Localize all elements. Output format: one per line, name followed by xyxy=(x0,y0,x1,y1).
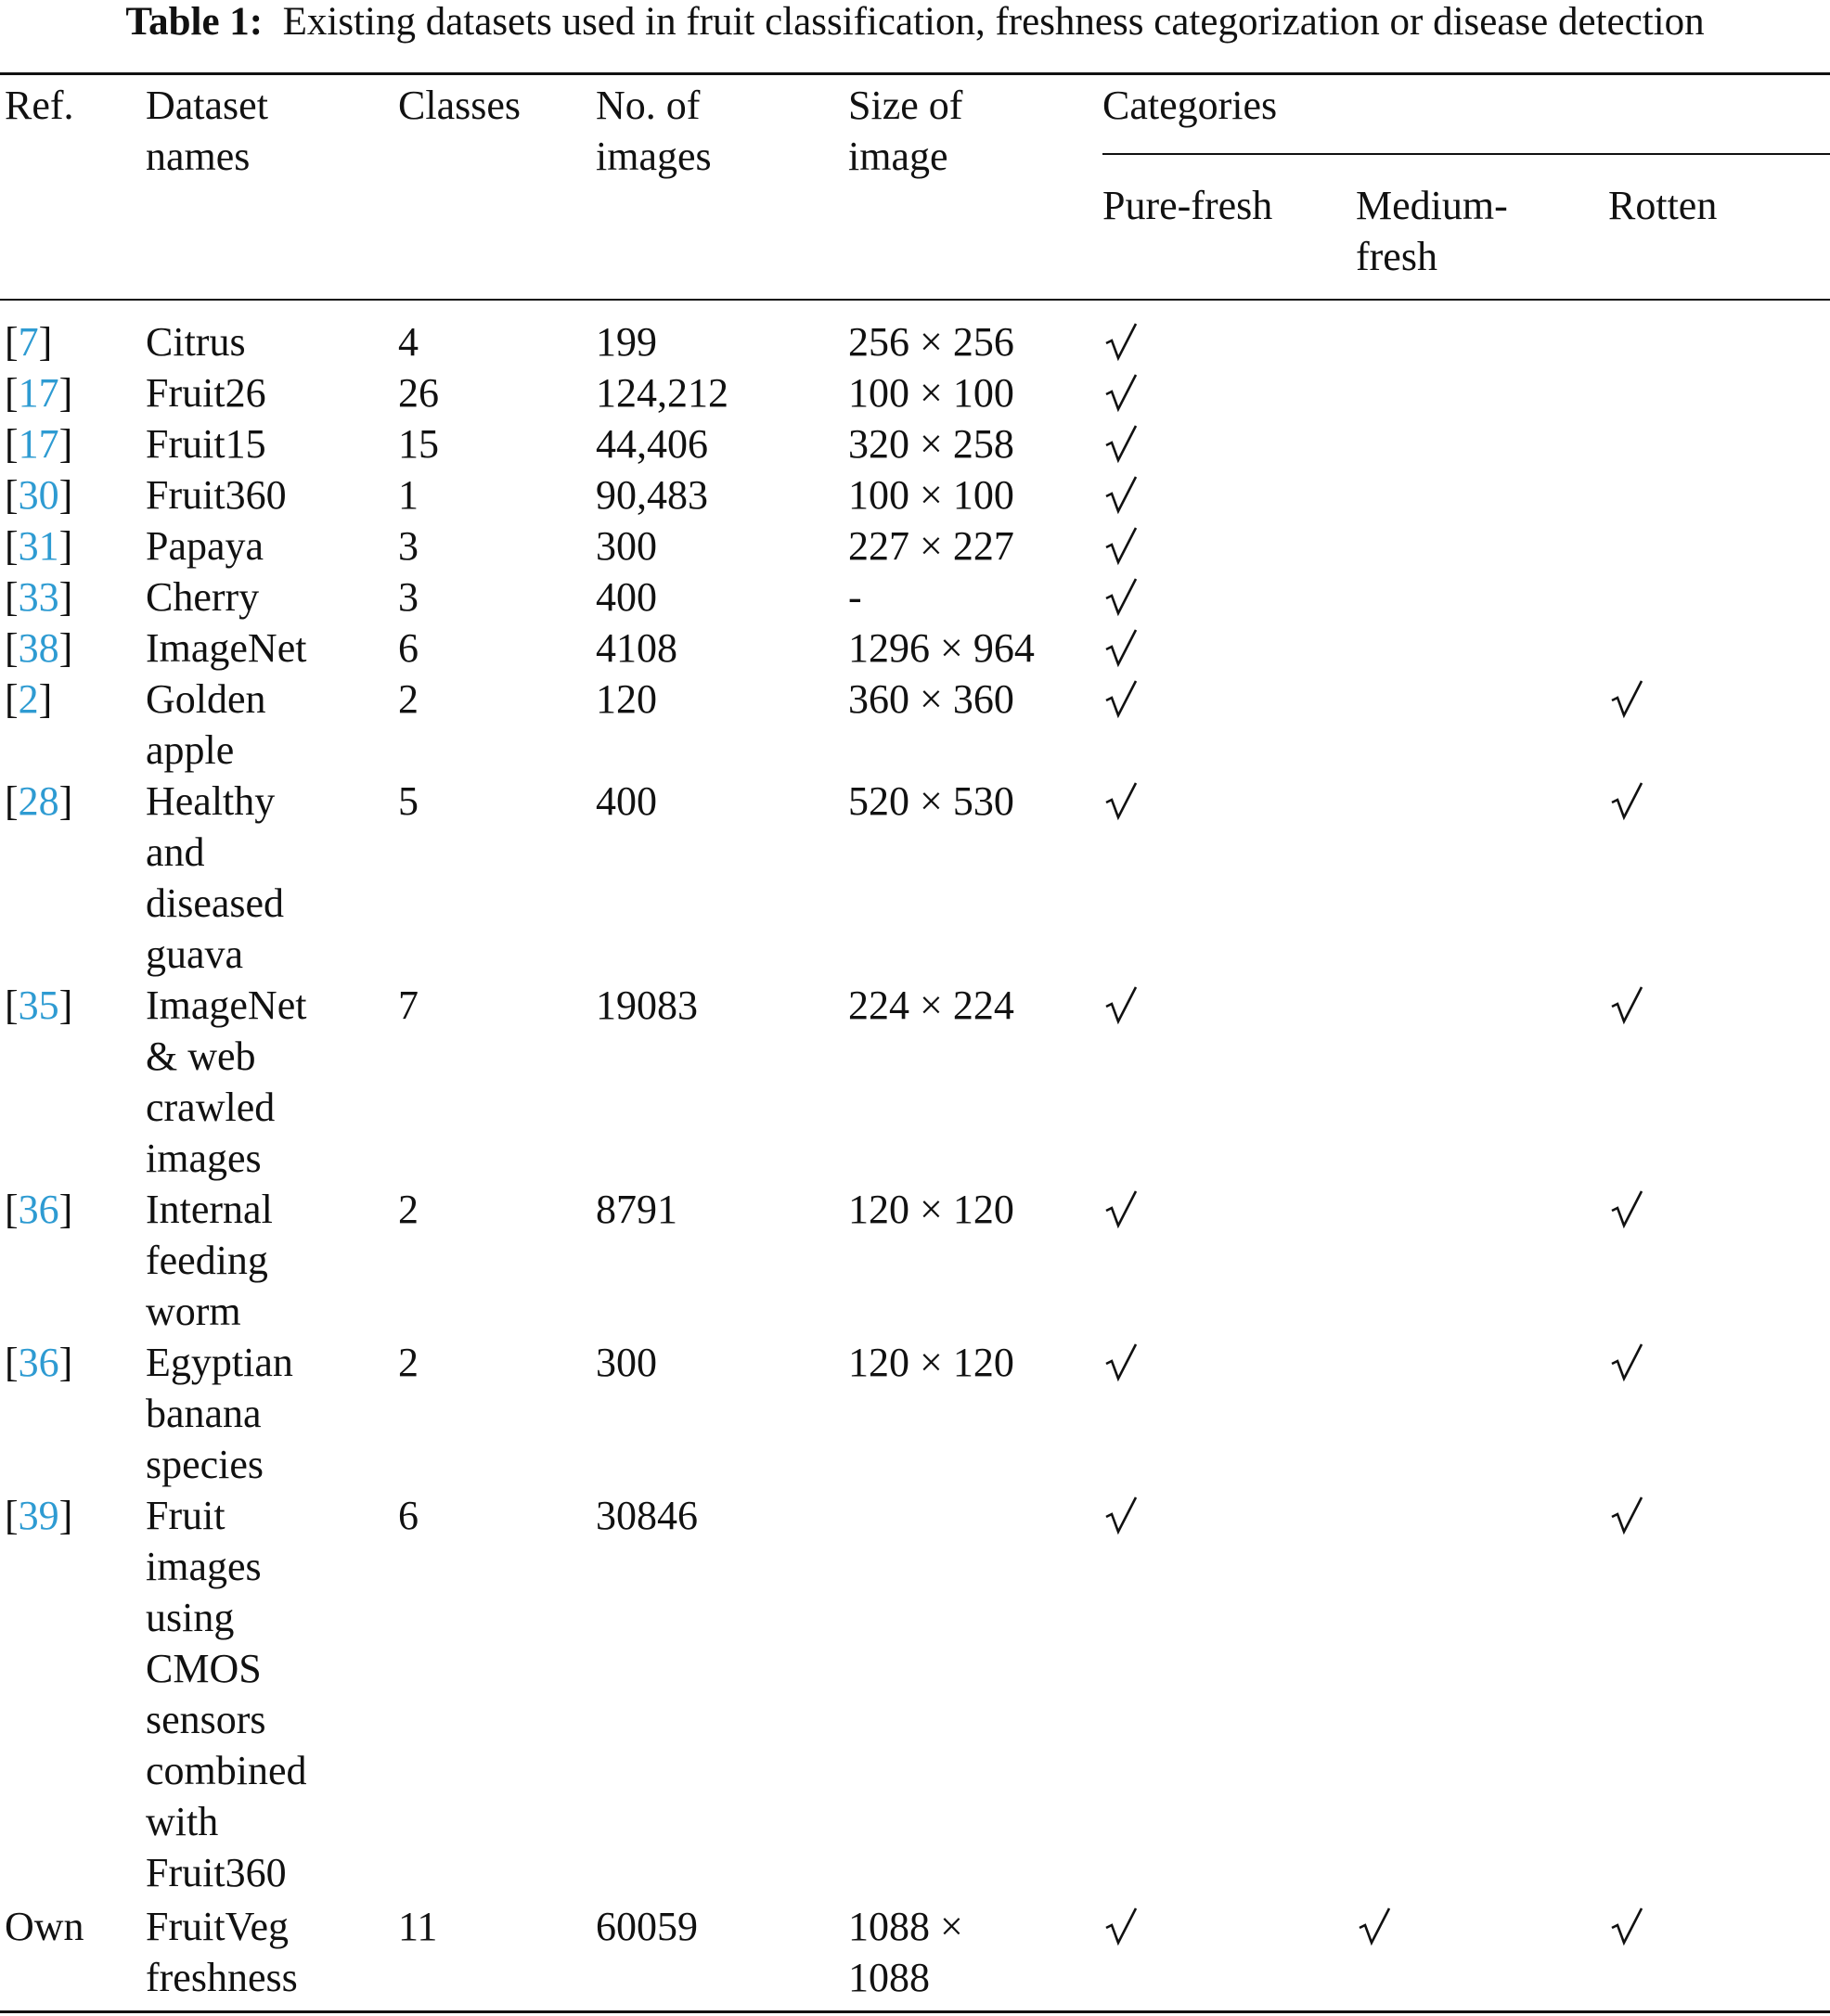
dataset-name-line: apple xyxy=(146,727,235,773)
ref-bracket-close: ] xyxy=(58,472,73,518)
ref-cell xyxy=(5,316,52,367)
header-dataset-names-line-2: names xyxy=(146,134,251,179)
dataset-name-line: ImageNet xyxy=(146,982,307,1028)
image-size-line: 120 × 120 xyxy=(848,1187,1014,1232)
ref-bracket-close: ] xyxy=(38,319,53,365)
header-ref: Ref. xyxy=(5,83,74,128)
ref-cell xyxy=(5,1184,72,1235)
image-size-line: 100 × 100 xyxy=(848,472,1014,518)
images-cell: 400 xyxy=(596,778,657,824)
ref-cell xyxy=(5,1337,72,1388)
ref-cell xyxy=(5,571,72,623)
image-size-line: 100 × 100 xyxy=(848,370,1014,416)
image-size-line: - xyxy=(848,574,862,620)
medium-fresh-check-icon xyxy=(1358,1906,1391,1948)
dataset-name-line: feeding xyxy=(146,1238,268,1283)
classes-cell: 5 xyxy=(398,778,419,824)
dataset-name-line: Cherry xyxy=(146,574,260,620)
image-size-line: 360 × 360 xyxy=(848,676,1014,722)
classes-cell: 11 xyxy=(398,1904,438,1949)
table-caption-text: Existing datasets used in fruit classification, freshness categorization or disease detection xyxy=(282,0,1705,44)
pure-fresh-check-icon xyxy=(1104,576,1138,619)
citation-link[interactable]: 35 xyxy=(18,982,59,1028)
classes-cell: 2 xyxy=(398,1340,419,1385)
ref-cell xyxy=(5,367,72,418)
categories-rule xyxy=(1102,153,1830,155)
image-size-line: 224 × 224 xyxy=(848,982,1014,1028)
header-medium-fresh-line-1: Medium- xyxy=(1356,183,1508,228)
image-size-line: 520 × 530 xyxy=(848,778,1014,824)
ref-bracket-close: ] xyxy=(58,574,73,620)
ref-bracket-close: ] xyxy=(58,1187,73,1232)
header-rotten: Rotten xyxy=(1608,183,1718,228)
header-medium-fresh-line-2: fresh xyxy=(1356,234,1437,279)
pure-fresh-check-icon xyxy=(1104,984,1138,1027)
rotten-check-icon xyxy=(1610,1906,1643,1948)
dataset-name-line: images xyxy=(146,1136,262,1181)
rotten-check-icon xyxy=(1610,1495,1643,1537)
rotten-check-icon xyxy=(1610,1188,1643,1231)
pure-fresh-check-icon xyxy=(1104,423,1138,466)
table-caption xyxy=(0,0,1830,45)
pure-fresh-check-icon xyxy=(1104,525,1138,568)
pure-fresh-check-icon xyxy=(1104,321,1138,364)
pure-fresh-check-icon xyxy=(1104,1188,1138,1231)
ref-bracket-open: [ xyxy=(5,370,19,416)
images-cell: 400 xyxy=(596,574,657,620)
dataset-name-line: sensors xyxy=(146,1697,266,1742)
classes-cell: 6 xyxy=(398,1493,419,1538)
images-cell: 300 xyxy=(596,1340,657,1385)
ref-bracket-open: [ xyxy=(5,676,19,722)
dataset-name-line: Fruit360 xyxy=(146,472,287,518)
ref-bracket-close: ] xyxy=(58,1493,73,1538)
rotten-check-icon xyxy=(1610,984,1643,1027)
images-cell: 19083 xyxy=(596,982,698,1028)
images-cell: 8791 xyxy=(596,1187,677,1232)
citation-link[interactable]: 7 xyxy=(18,319,39,365)
dataset-name-line: crawled xyxy=(146,1085,276,1130)
classes-cell: 2 xyxy=(398,1187,419,1232)
ref-bracket-close: ] xyxy=(58,625,73,671)
ref-bracket-close: ] xyxy=(58,370,73,416)
image-size-line: 1296 × 964 xyxy=(848,625,1035,671)
citation-link[interactable]: 31 xyxy=(18,523,59,569)
ref-cell xyxy=(5,418,72,469)
image-size-line: 1088 xyxy=(848,1955,930,2000)
header-num-images-line-1: No. of xyxy=(596,83,701,128)
classes-cell: 26 xyxy=(398,370,439,416)
dataset-name-line: ImageNet xyxy=(146,625,307,671)
dataset-name-line: and xyxy=(146,829,205,875)
images-cell: 124,212 xyxy=(596,370,728,416)
ref-bracket-close: ] xyxy=(38,676,53,722)
citation-link[interactable]: 38 xyxy=(18,625,59,671)
dataset-name-line: freshness xyxy=(146,1955,298,2000)
header-dataset-names-line-1: Dataset xyxy=(146,83,268,128)
table-caption-label: Table 1: xyxy=(125,0,264,44)
citation-link[interactable]: 17 xyxy=(18,421,59,467)
ref-bracket-open: [ xyxy=(5,421,19,467)
ref-bracket-open: [ xyxy=(5,319,19,365)
ref-cell xyxy=(5,980,72,1031)
dataset-name-line: Fruit xyxy=(146,1493,226,1538)
image-size-line: 227 × 227 xyxy=(848,523,1014,569)
dataset-name-line: Citrus xyxy=(146,319,246,365)
ref-cell xyxy=(5,520,72,571)
header-size-of-image-line-1: Size of xyxy=(848,83,963,128)
ref-bracket-open: [ xyxy=(5,574,19,620)
ref-bracket-open: [ xyxy=(5,982,19,1028)
images-cell: 300 xyxy=(596,523,657,569)
header-pure-fresh: Pure-fresh xyxy=(1102,183,1273,228)
ref-bracket-open: [ xyxy=(5,472,19,518)
citation-link[interactable]: 39 xyxy=(18,1493,59,1538)
header-classes: Classes xyxy=(398,83,521,128)
classes-cell: 3 xyxy=(398,523,419,569)
ref-bracket-open: [ xyxy=(5,1187,19,1232)
dataset-name-line: using xyxy=(146,1595,235,1640)
image-size-line: 256 × 256 xyxy=(848,319,1014,365)
citation-link[interactable]: 17 xyxy=(18,370,59,416)
images-cell: 30846 xyxy=(596,1493,698,1538)
pure-fresh-check-icon xyxy=(1104,678,1138,721)
dataset-name-line: diseased xyxy=(146,880,285,926)
ref-bracket-open: [ xyxy=(5,1493,19,1538)
pure-fresh-check-icon xyxy=(1104,372,1138,415)
pure-fresh-check-icon xyxy=(1104,627,1138,670)
pure-fresh-check-icon xyxy=(1104,1495,1138,1537)
classes-cell: 1 xyxy=(398,472,419,518)
ref-bracket-close: ] xyxy=(58,778,73,824)
images-cell: 90,483 xyxy=(596,472,708,518)
dataset-name-line: worm xyxy=(146,1289,241,1334)
header-num-images-line-2: images xyxy=(596,134,712,179)
ref-cell xyxy=(5,1490,72,1541)
image-size-line: 120 × 120 xyxy=(848,1340,1014,1385)
pure-fresh-check-icon xyxy=(1104,780,1138,823)
citation-link[interactable]: 36 xyxy=(18,1187,59,1232)
header-bottom-rule xyxy=(0,299,1830,301)
citation-link[interactable]: 2 xyxy=(18,676,39,722)
classes-cell: 6 xyxy=(398,625,419,671)
top-rule xyxy=(0,72,1830,75)
classes-cell: 2 xyxy=(398,676,419,722)
dataset-name-line: species xyxy=(146,1442,264,1487)
ref-bracket-open: [ xyxy=(5,1340,19,1385)
dataset-name-line: Fruit15 xyxy=(146,421,266,467)
dataset-name-line: banana xyxy=(146,1391,262,1436)
ref-bracket-open: [ xyxy=(5,625,19,671)
dataset-name-line: Healthy xyxy=(146,778,276,824)
images-cell: 120 xyxy=(596,676,657,722)
images-cell: 60059 xyxy=(596,1904,698,1949)
dataset-name-line: CMOS xyxy=(146,1646,262,1691)
ref-cell xyxy=(5,776,72,827)
ref-bracket-close: ] xyxy=(58,421,73,467)
header-size-of-image-line-2: image xyxy=(848,134,948,179)
rotten-check-icon xyxy=(1610,1342,1643,1384)
ref-bracket-close: ] xyxy=(58,523,73,569)
dataset-name-line: Fruit360 xyxy=(146,1850,287,1895)
classes-cell: 7 xyxy=(398,982,419,1028)
ref-bracket-open: [ xyxy=(5,778,19,824)
header-categories: Categories xyxy=(1102,83,1278,128)
dataset-name-line: guava xyxy=(146,931,244,977)
dataset-name-line: Fruit26 xyxy=(146,370,266,416)
rotten-check-icon xyxy=(1610,678,1643,721)
ref-cell xyxy=(5,623,72,674)
ref-bracket-close: ] xyxy=(58,982,73,1028)
ref-bracket-open: [ xyxy=(5,523,19,569)
pure-fresh-check-icon xyxy=(1104,1342,1138,1384)
dataset-name-line: images xyxy=(146,1544,262,1589)
dataset-name-line: & web xyxy=(146,1034,256,1079)
dataset-name-line: Internal xyxy=(146,1187,273,1232)
images-cell: 4108 xyxy=(596,625,677,671)
ref-cell xyxy=(5,469,72,520)
dataset-name-line: combined xyxy=(146,1748,307,1793)
dataset-name-line: with xyxy=(146,1799,219,1844)
images-cell: 199 xyxy=(596,319,657,365)
dataset-name-line: FruitVeg xyxy=(146,1904,289,1949)
ref-cell xyxy=(5,674,52,725)
image-size-line: 320 × 258 xyxy=(848,421,1014,467)
pure-fresh-check-icon xyxy=(1104,474,1138,517)
citation-link[interactable]: 33 xyxy=(18,574,59,620)
images-cell: 44,406 xyxy=(596,421,708,467)
classes-cell: 3 xyxy=(398,574,419,620)
dataset-name-line: Golden xyxy=(146,676,266,722)
classes-cell: 15 xyxy=(398,421,439,467)
dataset-name-line: Egyptian xyxy=(146,1340,293,1385)
citation-link[interactable]: 30 xyxy=(18,472,59,518)
ref-cell: Own xyxy=(5,1904,84,1949)
ref-bracket-close: ] xyxy=(58,1340,73,1385)
image-size-line: 1088 × xyxy=(848,1904,963,1949)
classes-cell: 4 xyxy=(398,319,419,365)
dataset-name-line: Papaya xyxy=(146,523,264,569)
rotten-check-icon xyxy=(1610,780,1643,823)
bottom-rule xyxy=(0,2010,1830,2013)
pure-fresh-check-icon xyxy=(1104,1906,1138,1948)
citation-link[interactable]: 28 xyxy=(18,778,59,824)
citation-link[interactable]: 36 xyxy=(18,1340,59,1385)
